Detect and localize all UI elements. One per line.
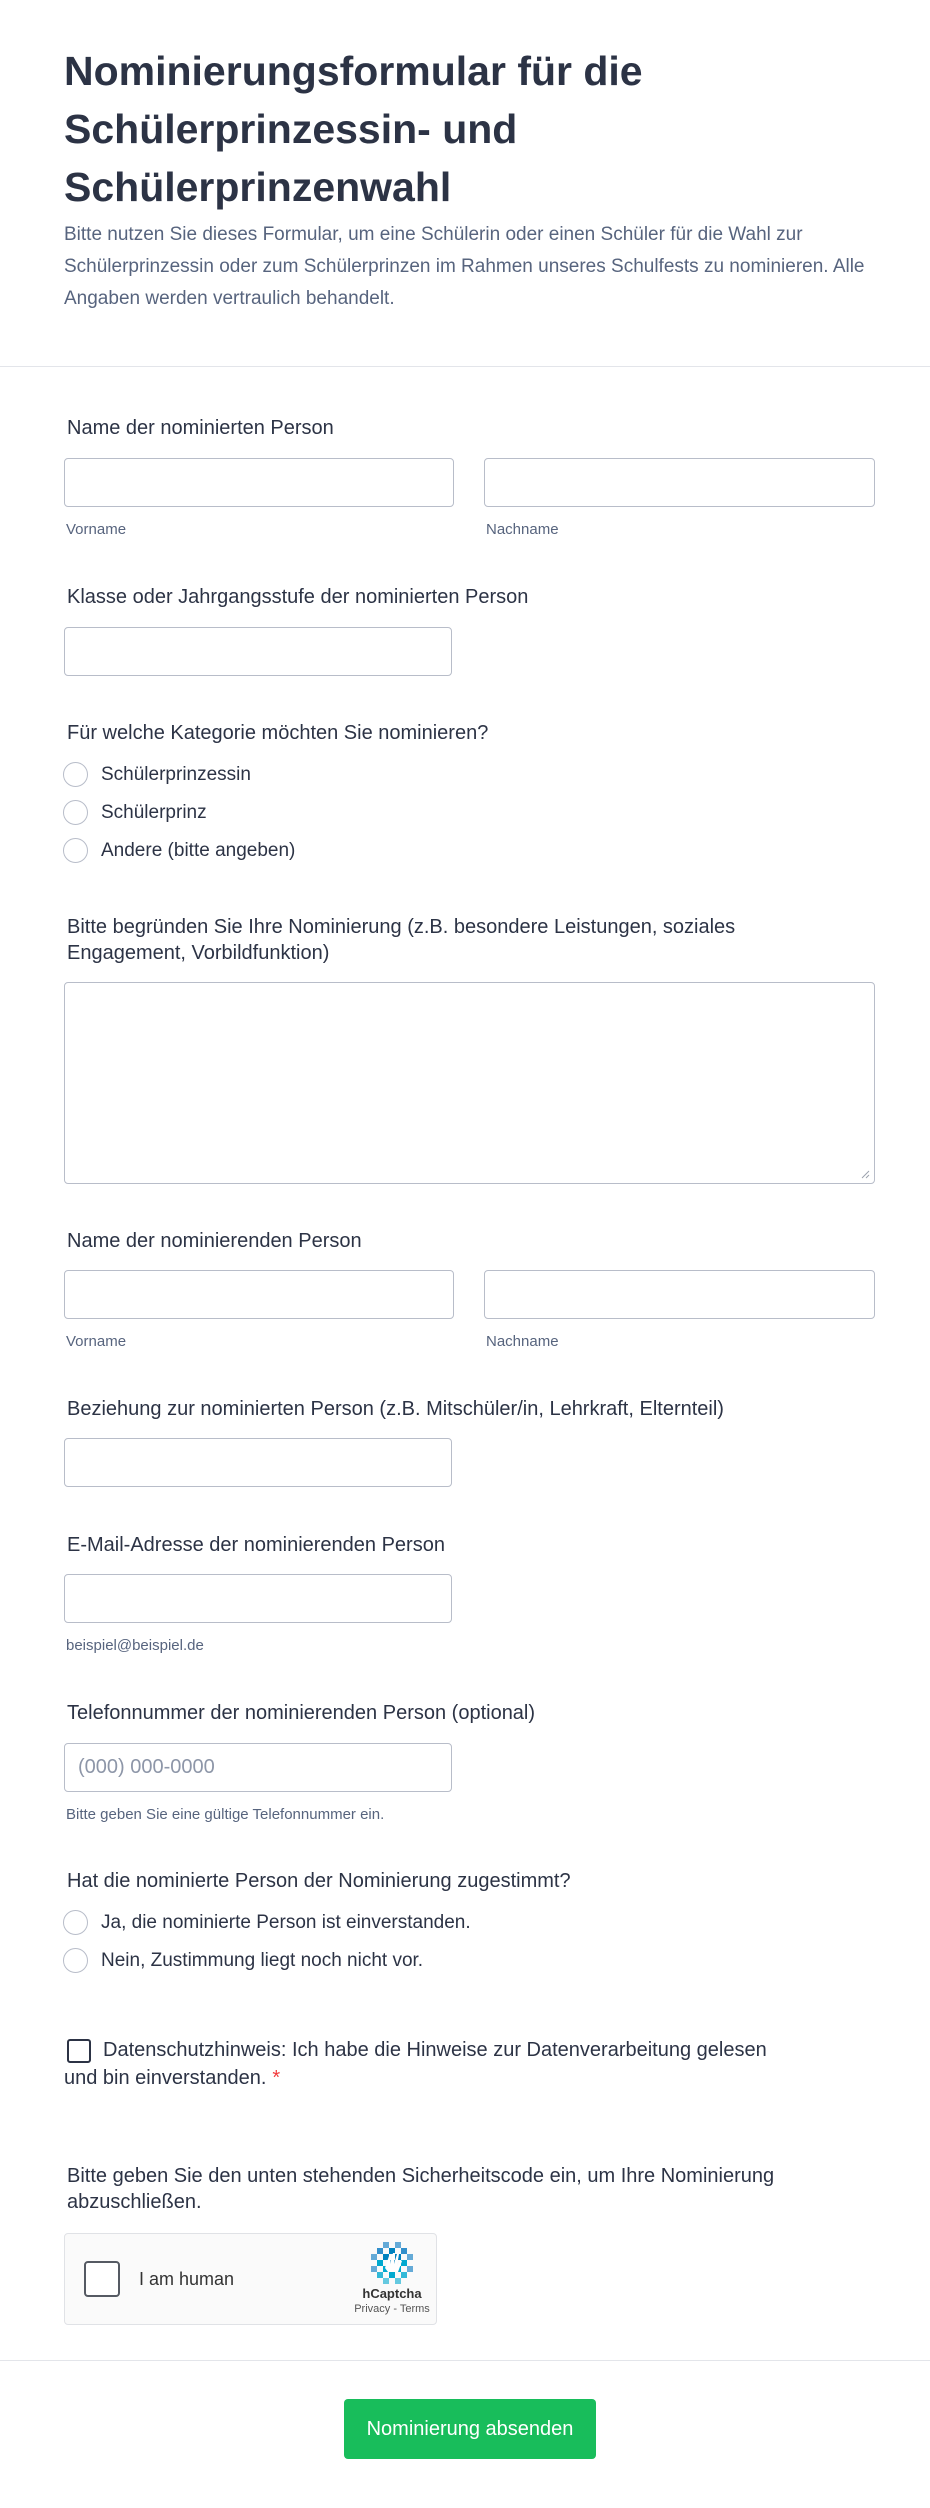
hcaptcha-brand: hCaptcha	[362, 2286, 422, 2301]
nominator-last-name-sublabel: Nachname	[486, 1333, 559, 1350]
radio-label: Schülerprinzessin	[101, 764, 251, 785]
nominator-first-name-sublabel: Vorname	[66, 1333, 127, 1350]
relationship-label: Beziehung zur nominierten Person (z.B. Mitschüler/in, Lehrkraft, Elternteil)	[67, 1398, 724, 1420]
required-asterisk: *	[272, 2067, 281, 2089]
captcha-label: Bitte geben Sie den unten stehenden Sicherheitscode ein, um Ihre Nominierung abzuschließen.	[67, 2165, 775, 2213]
nominee-last-name-input[interactable]	[484, 458, 875, 507]
page-subtitle: Bitte nutzen Sie dieses Formular, um eine Schülerin oder einen Schüler für die Wahl zur Schülerprinzessin oder zum Schülerprinzen im Rahmen unseres Schulfests zu nominieren. Alle Angaben werden vertraulich behandelt.	[64, 224, 865, 309]
phone-placeholder: (000) 000-0000	[78, 1756, 215, 1778]
phone-label: Telefonnummer der nominierenden Person (optional)	[67, 1702, 536, 1724]
phone-input[interactable]	[64, 1743, 452, 1792]
nominee-class-label: Klasse oder Jahrgangsstufe der nominierten Person	[67, 586, 529, 608]
phone-hint: Bitte geben Sie eine gültige Telefonnummer ein.	[66, 1806, 385, 1823]
email-hint: beispiel@beispiel.de	[66, 1637, 204, 1654]
email-input[interactable]	[64, 1574, 452, 1623]
privacy-text: Datenschutzhinweis: Ich habe die Hinweise zur Datenverarbeitung gelesen und bin einverstanden.	[64, 2039, 767, 2089]
radio-circle[interactable]	[63, 800, 88, 825]
nominee-first-name-input[interactable]	[64, 458, 454, 507]
radio-circle[interactable]	[63, 838, 88, 863]
nominator-first-name-input[interactable]	[64, 1270, 454, 1319]
hcaptcha-privacy-terms-link[interactable]: Privacy - Terms	[354, 2303, 430, 2315]
radio-label: Ja, die nominierte Person ist einverstanden.	[101, 1912, 471, 1933]
resize-grip-icon[interactable]	[860, 1169, 870, 1179]
captcha-checkbox-label: I am human	[139, 2269, 235, 2289]
nominee-first-name-sublabel: Vorname	[66, 521, 127, 538]
radio-label: Nein, Zustimmung liegt noch nicht vor.	[101, 1950, 424, 1971]
privacy-checkbox-row[interactable]	[64, 2036, 784, 2092]
radio-label: Andere (bitte angeben)	[101, 840, 296, 861]
radio-circle[interactable]	[63, 1948, 88, 1973]
nominee-name-label: Name der nominierten Person	[67, 417, 334, 439]
radio-circle[interactable]	[63, 1910, 88, 1935]
relationship-input[interactable]	[64, 1438, 452, 1487]
radio-label: Schülerprinz	[101, 802, 207, 823]
nominator-name-label: Name der nominierenden Person	[67, 1230, 362, 1252]
nominee-last-name-sublabel: Nachname	[486, 521, 559, 538]
privacy-checkbox[interactable]	[67, 2039, 91, 2063]
email-label: E-Mail-Adresse der nominierenden Person	[67, 1534, 445, 1556]
captcha-checkbox[interactable]	[84, 2261, 120, 2297]
footer-divider	[0, 2360, 930, 2361]
nominee-class-input[interactable]	[64, 627, 452, 676]
reason-label: Bitte begründen Sie Ihre Nominierung (z.B. besondere Leistungen, soziales Engagement, Vorbildfunktion)	[67, 916, 736, 964]
hcaptcha-widget	[64, 2233, 437, 2325]
nominator-last-name-input[interactable]	[484, 1270, 875, 1319]
consent-label: Hat die nominierte Person der Nominierung zugestimmt?	[67, 1870, 571, 1892]
category-label: Für welche Kategorie möchten Sie nominieren?	[67, 722, 489, 744]
form-header	[0, 0, 930, 367]
reason-textarea[interactable]	[64, 982, 875, 1184]
radio-circle[interactable]	[63, 762, 88, 787]
hcaptcha-logo-icon	[371, 2242, 413, 2284]
page-title: Nominierungsformular für die Schülerprinzessin- und Schülerprinzenwahl	[64, 48, 643, 210]
submit-button[interactable]: Nominierung absenden	[344, 2399, 596, 2459]
